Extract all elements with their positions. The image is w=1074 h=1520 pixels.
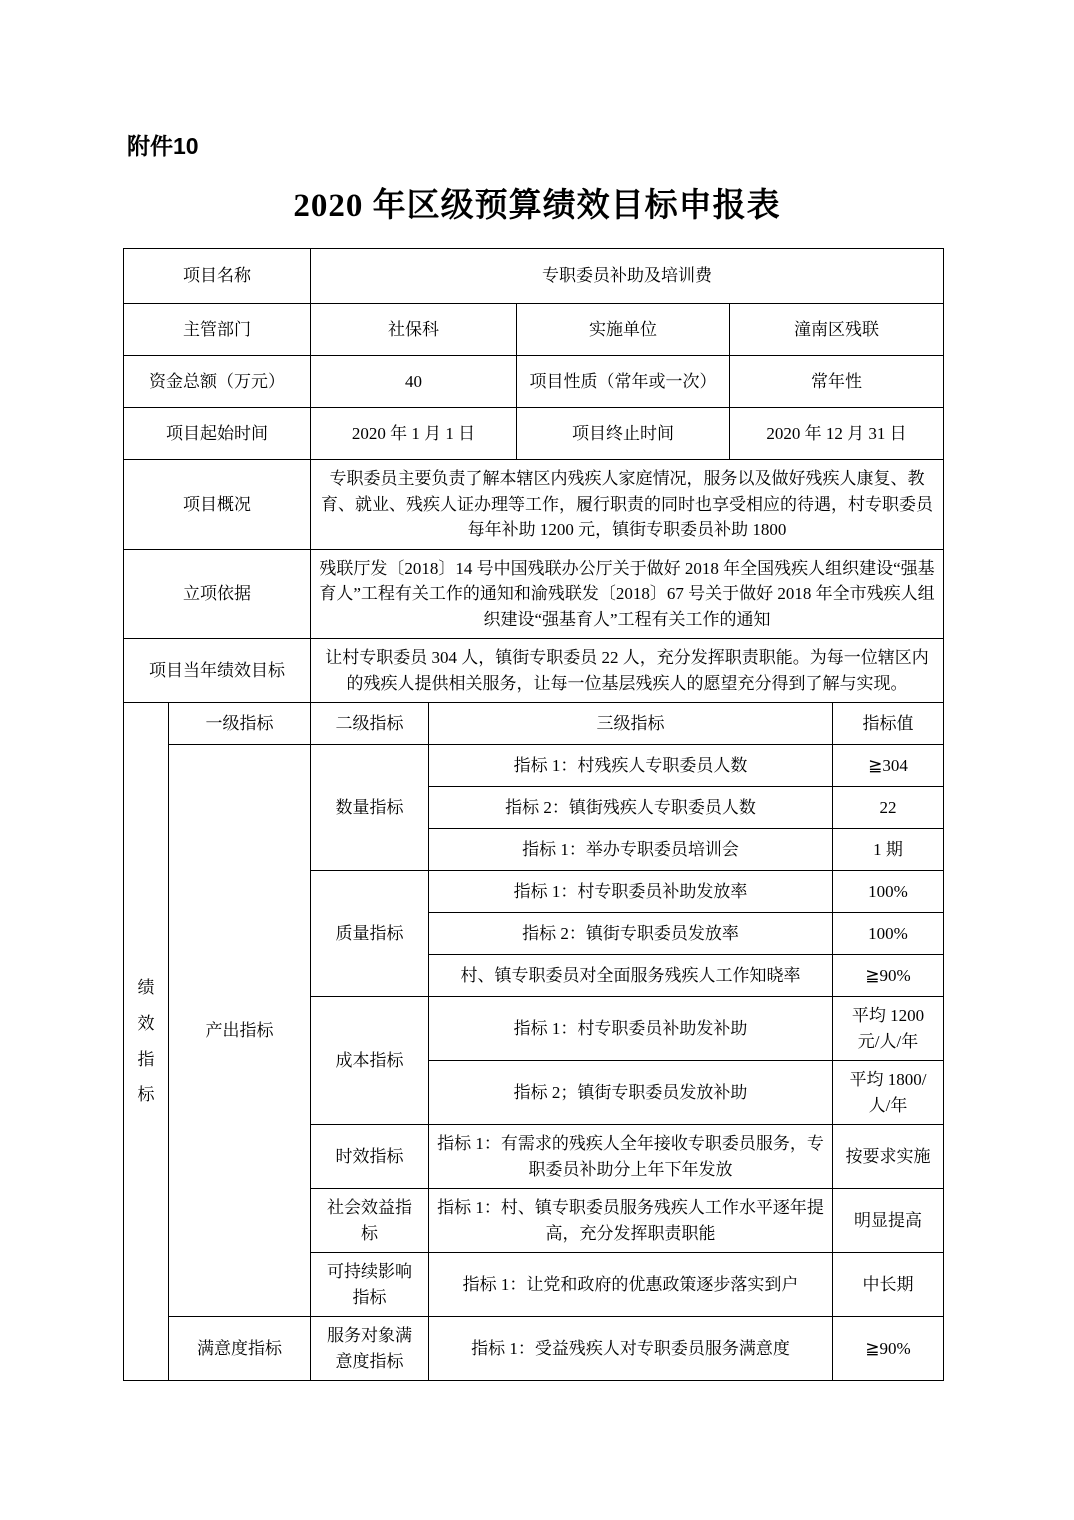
nature-value-cell: 常年性 [730,356,944,408]
level2-sustainability-cell: 可持续影响指标 [311,1253,429,1317]
indicator-value-cell: 22 [833,787,944,829]
indicator-l3-cell: 指标 2：镇街残疾人专职委员人数 [429,787,833,829]
indicator-l3-cell: 指标 1：村、镇专职委员服务残疾人工作水平逐年提高，充分发挥职责职能 [429,1189,833,1253]
project-name-label-cell: 项目名称 [124,249,311,304]
indicator-value-cell: 100% [833,871,944,913]
indicator-l3-cell: 指标 2；镇街专职委员发放补助 [429,1061,833,1125]
indicator-value-cell: 明显提高 [833,1189,944,1253]
indicator-value-cell: ≧90% [833,1317,944,1381]
fund-value-cell: 40 [311,356,517,408]
indicator-value-cell: 1 期 [833,829,944,871]
indicator-value-cell: 平均 1200 元/人/年 [833,997,944,1061]
performance-indicators-side-cell [124,703,169,1381]
row-fund-nature [124,356,944,408]
end-date-label-cell: 项目终止时间 [517,408,730,460]
level2-cost-cell: 成本指标 [311,997,429,1125]
row-project-name [124,249,944,304]
level2-timeliness-cell: 时效指标 [311,1125,429,1189]
row-dates [124,408,944,460]
indicator-value-cell: 平均 1800/人/年 [833,1061,944,1125]
row-overview [124,460,944,550]
indicator-value-cell: ≧90% [833,955,944,997]
header-level2-cell: 二级指标 [311,703,429,745]
fund-label-cell: 资金总额（万元） [124,356,311,408]
dept-label-cell: 主管部门 [124,304,311,356]
basis-label-cell: 立项依据 [124,549,311,639]
basis-value-cell: 残联厅发〔2018〕14 号中国残联办公厅关于做好 2018 年全国残疾人组织建设“强基育人”工程有关工作的通知和渝残联发〔2018〕67 号关于做好 2018 年全市残疾人组织建设“强基育人”工程有关工作的通知 [311,549,944,639]
overview-label-cell: 项目概况 [124,460,311,550]
performance-indicators-vertical-label: 绩效指标 [137,978,155,1105]
indicator-l3-cell: 指标 1：村专职委员补助发放率 [429,871,833,913]
attachment-label: 附件10 [127,133,199,159]
indicator-l3-cell: 指标 1：举办专职委员培训会 [429,829,833,871]
project-info-table [123,248,944,703]
level2-social-benefit-cell: 社会效益指标 [311,1189,429,1253]
level2-quantity-cell: 数量指标 [311,745,429,871]
page-title: 2020 年区级预算绩效目标申报表 [293,188,781,224]
indicators-header-row [124,703,944,745]
indicator-l3-cell: 村、镇专职委员对全面服务残疾人工作知晓率 [429,955,833,997]
goal-value-cell: 让村专职委员 304 人，镇街专职委员 22 人，充分发挥职责职能。为每一位辖区内的残疾人提供相关服务，让每一位基层残疾人的愿望充分得到了解与实现。 [311,639,944,703]
level1-satisfaction-cell: 满意度指标 [169,1317,311,1381]
indicator-l3-cell: 指标 2：镇街专职委员发放率 [429,913,833,955]
indicator-value-cell: 按要求实施 [833,1125,944,1189]
level2-service-satisfaction-cell: 服务对象满意度指标 [311,1317,429,1381]
indicator-l3-cell: 指标 1：让党和政府的优惠政策逐步落实到户 [429,1253,833,1317]
nature-label-cell: 项目性质（常年或一次） [517,356,730,408]
level2-quality-cell: 质量指标 [311,871,429,997]
start-date-value-cell: 2020 年 1 月 1 日 [311,408,517,460]
level1-output-cell: 产出指标 [169,745,311,1317]
indicator-row [124,1317,944,1381]
dept-value-cell: 社保科 [311,304,517,356]
indicator-l3-cell: 指标 1：村专职委员补助发补助 [429,997,833,1061]
project-name-value-cell: 专职委员补助及培训费 [311,249,944,304]
header-level1-cell: 一级指标 [169,703,311,745]
overview-value-cell: 专职委员主要负责了解本辖区内残疾人家庭情况，服务以及做好残疾人康复、教育、就业、残疾人证办理等工作，履行职责的同时也享受相应的待遇，村专职委员每年补助 1200 元，镇街专职委员补助 1800 [311,460,944,550]
row-departments [124,304,944,356]
end-date-value-cell: 2020 年 12 月 31 日 [730,408,944,460]
header-value-cell: 指标值 [833,703,944,745]
indicator-l3-cell: 指标 1：村残疾人专职委员人数 [429,745,833,787]
indicator-value-cell: 100% [833,913,944,955]
indicator-value-cell: ≧304 [833,745,944,787]
start-date-label-cell: 项目起始时间 [124,408,311,460]
indicator-l3-cell: 指标 1：受益残疾人对专职委员服务满意度 [429,1317,833,1381]
impl-label-cell: 实施单位 [517,304,730,356]
indicator-value-cell: 中长期 [833,1253,944,1317]
goal-label-cell: 项目当年绩效目标 [124,639,311,703]
indicator-l3-cell: 指标 1：有需求的残疾人全年接收专职委员服务，专职委员补助分上年下年发放 [429,1125,833,1189]
indicator-row [124,745,944,787]
row-annual-goal [124,639,944,703]
row-basis [124,549,944,639]
performance-indicators-table [123,702,944,1381]
header-level3-cell: 三级指标 [429,703,833,745]
impl-value-cell: 潼南区残联 [730,304,944,356]
